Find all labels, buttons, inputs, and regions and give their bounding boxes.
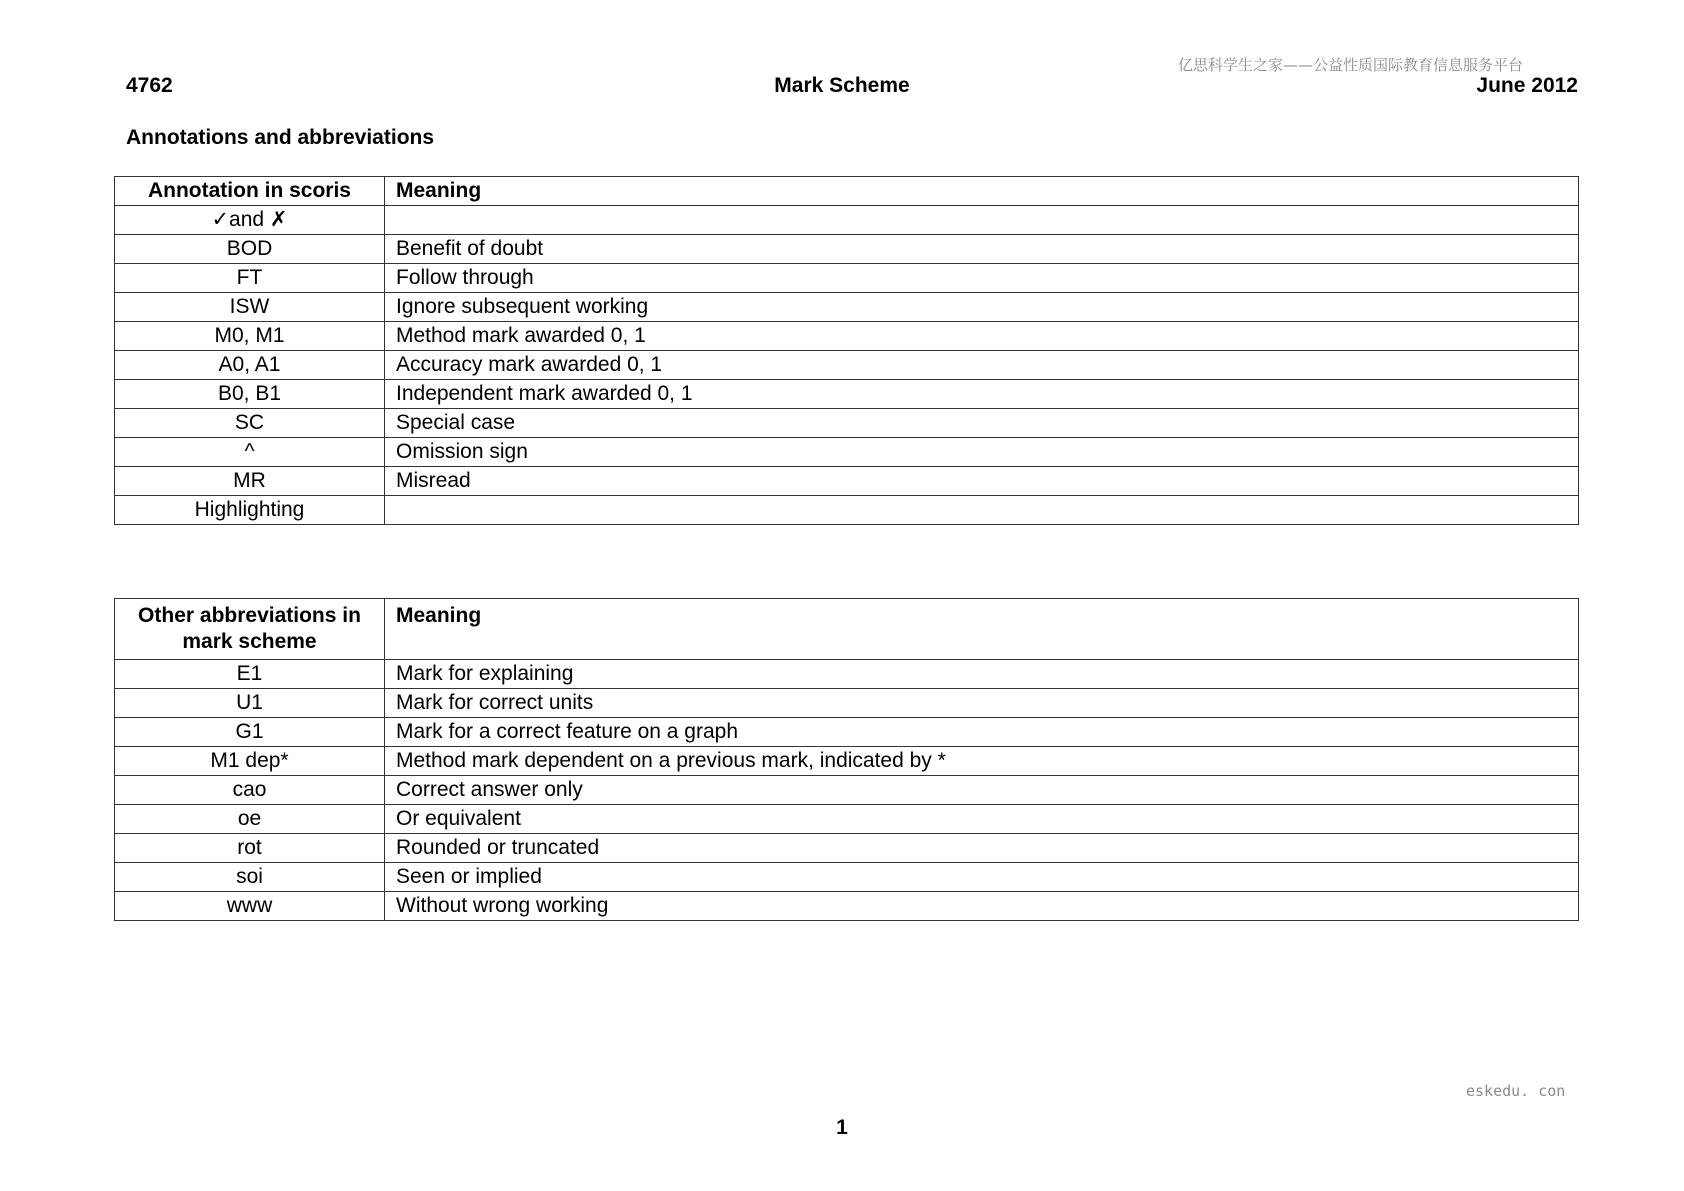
row-meaning-cell: Without wrong working [385,892,1579,921]
row-key-cell: U1 [115,689,385,718]
table-row [115,235,1579,264]
column-header-meaning: Meaning [385,599,1579,660]
header-title: Mark Scheme [774,74,910,97]
row-key-cell: SC [115,409,385,438]
row-meaning-cell: Mark for correct units [385,689,1579,718]
row-key-cell: Highlighting [115,496,385,525]
row-meaning-cell: Omission sign [385,438,1579,467]
watermark-bottom: eskedu. con [1466,1082,1566,1100]
row-meaning-cell [385,206,1579,235]
row-meaning-cell: Mark for a correct feature on a graph [385,718,1579,747]
table-row [115,409,1579,438]
row-meaning-cell: Method mark dependent on a previous mark, indicated by * [385,747,1579,776]
column-header-meaning: Meaning [385,177,1579,206]
row-key-cell: G1 [115,718,385,747]
row-key-cell: E1 [115,660,385,689]
table-row [115,351,1579,380]
row-meaning-cell: Method mark awarded 0, 1 [385,322,1579,351]
row-key-cell: M0, M1 [115,322,385,351]
row-meaning-cell: Special case [385,409,1579,438]
row-key-cell: www [115,892,385,921]
column-header-abbreviation: Other abbreviations in mark scheme [115,599,385,660]
table-row [115,718,1579,747]
section-title: Annotations and abbreviations [126,126,435,149]
table-row [115,805,1579,834]
row-key-cell: ^ [115,438,385,467]
row-key-cell: BOD [115,235,385,264]
table-row [115,834,1579,863]
row-key-cell: B0, B1 [115,380,385,409]
row-meaning-cell: Rounded or truncated [385,834,1579,863]
header-date: June 2012 [1476,74,1578,97]
row-meaning-cell: Independent mark awarded 0, 1 [385,380,1579,409]
row-meaning-cell: Or equivalent [385,805,1579,834]
table-row [115,206,1579,235]
row-meaning-cell: Misread [385,467,1579,496]
row-key-cell: M1 dep* [115,747,385,776]
row-key-cell: MR [115,467,385,496]
table-row [115,689,1579,718]
table-row [115,776,1579,805]
abbreviations-table [114,598,1579,921]
table-row [115,863,1579,892]
row-meaning-cell: Seen or implied [385,863,1579,892]
watermark-top: 亿思科学生之家——公益性质国际教育信息服务平台 [1178,56,1524,74]
table-row [115,892,1579,921]
row-meaning-cell: Accuracy mark awarded 0, 1 [385,351,1579,380]
row-key-cell: oe [115,805,385,834]
row-meaning-cell: Mark for explaining [385,660,1579,689]
row-meaning-cell [385,496,1579,525]
table-row [115,660,1579,689]
row-key-cell: ISW [115,293,385,322]
row-key-cell: A0, A1 [115,351,385,380]
table-header-row [115,177,1579,206]
row-key-cell: rot [115,834,385,863]
table-row [115,467,1579,496]
table-row [115,293,1579,322]
table-row [115,496,1579,525]
row-key-cell: ✓and ✗ [115,206,385,235]
table-row [115,380,1579,409]
row-key-cell: cao [115,776,385,805]
table-row [115,747,1579,776]
row-meaning-cell: Correct answer only [385,776,1579,805]
row-key-cell: FT [115,264,385,293]
table-row [115,264,1579,293]
column-header-annotation: Annotation in scoris [115,177,385,206]
table-row [115,322,1579,351]
row-meaning-cell: Follow through [385,264,1579,293]
row-meaning-cell: Benefit of doubt [385,235,1579,264]
page-number: 1 [836,1116,848,1139]
row-meaning-cell: Ignore subsequent working [385,293,1579,322]
row-key-cell: soi [115,863,385,892]
header-code: 4762 [126,74,173,97]
table-row [115,438,1579,467]
annotations-table [114,176,1579,525]
table-header-row [115,599,1579,660]
